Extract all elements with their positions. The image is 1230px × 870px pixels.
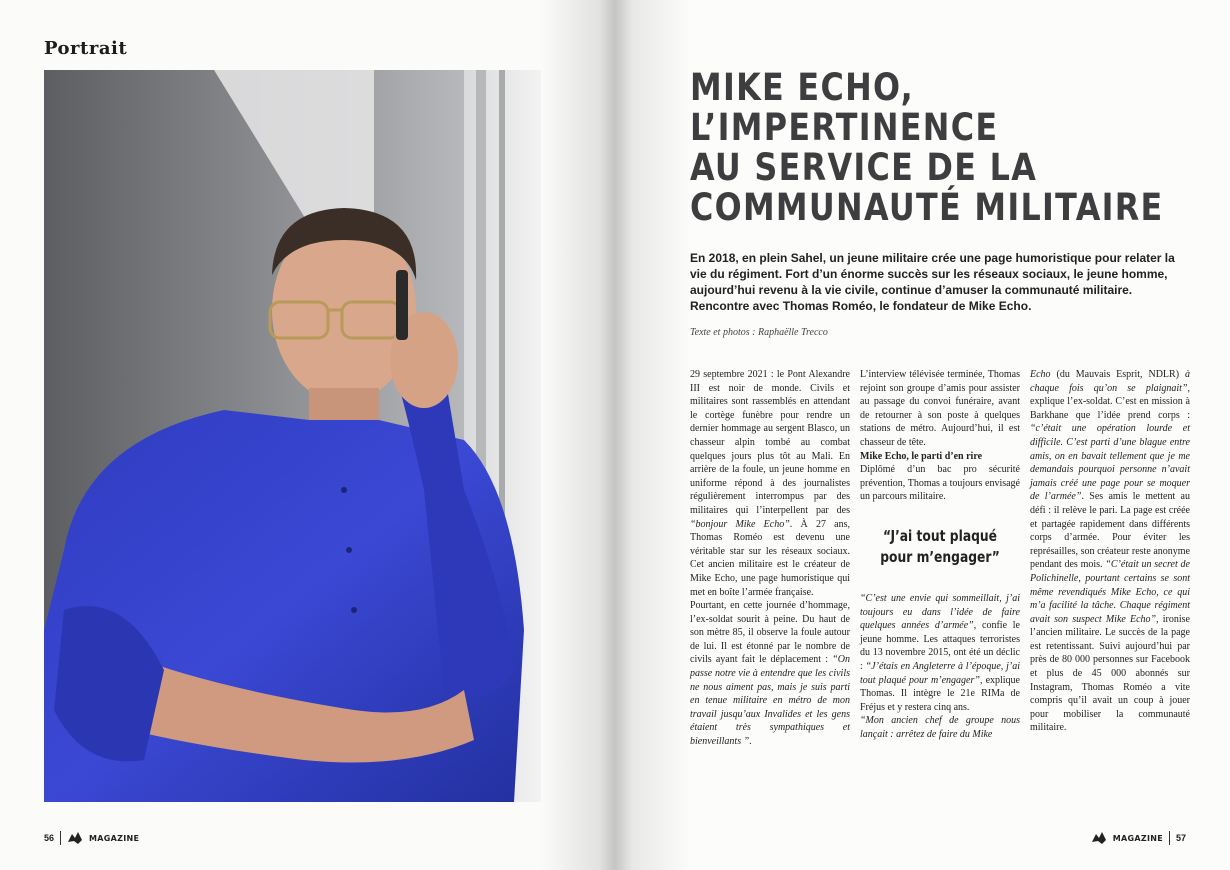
col2-paragraph-4 <box>860 714 1020 741</box>
col3-p1-text3: . Ses amis le mettent au défi : il relève le pari. La page est créée et partagée rapidement dans différents corps d’armée. Pour éviter les représailles, son créateur reste anonyme pendant des mois. <box>1030 491 1190 571</box>
col1-p2-end: . <box>749 736 752 748</box>
col1-p1-quote: “bonjour Mike Echo” <box>690 518 790 530</box>
col2-paragraph-2: Diplômé d’un bac pro sécurité prévention, Thomas a toujours envisagé un parcours militaire. <box>860 464 1020 503</box>
col2-p3-text: , confie le jeune homme. Les attaques terroristes du 13 novembre 2015, ont été un déclic : <box>860 620 1020 672</box>
page-number-left: 56 <box>44 833 55 843</box>
portrait-illustration <box>44 70 541 802</box>
col3-p1-quote3: “c’était une opération lourde et difficile. C’est parti d’une blague entre amis, on en bavait tellement que je me demandais pourquoi personne n’avait jamais créé une page pour se moquer de l’armée” <box>1030 423 1190 503</box>
footer-divider <box>60 831 61 845</box>
pull-quote: “J’ai tout plaqué pour m’engager” <box>880 526 1000 566</box>
col3-p1-text4: , ironise l’ancien militaire. Le succès de la page est retentissant. Suivi aujourd’hui par près de 80 000 personnes sur Facebook et plus de 45 000 abonnés sur Instagram, Thomas Roméo a vite compris qu’il avait un coup à jouer pour mobiliser la communauté militaire. <box>1030 613 1190 734</box>
col1-paragraph-1 <box>690 368 850 599</box>
lede-paragraph: En 2018, en plein Sahel, un jeune militaire crée une page humoristique pour relater la vie du régiment. Fort d’un énorme succès sur les réseaux sociaux, le jeune homme, aujourd’hui revenu à la vie civile, continue d’amuser la communauté militaire. <box>690 251 1175 297</box>
col2-paragraph-1: L’interview télévisée terminée, Thomas rejoint son groupe d’amis pour assister au passage du convoi funéraire, avant de retourner à son poste à quelques stations de métro. Aujourd’hui, il est chasseur de tête. <box>860 369 1020 448</box>
magazine-label-right: MAGAZINE <box>1112 833 1163 843</box>
headline-line-4: COMMUNAUTÉ MILITAIRE <box>690 186 1164 229</box>
portrait-photo <box>44 70 541 802</box>
col1-p2-text: Pourtant, en cette journée d’hommage, l’ex-soldat sourit à peine. Du haut de son mètre 85, il observe la foule autour de lui. Il est étonné par le nombre de civils ayant fait le déplacement : <box>690 600 850 666</box>
footer-divider <box>1169 831 1170 845</box>
col2-paragraph-3 <box>860 592 1020 714</box>
col1-paragraph-2 <box>690 599 850 749</box>
article-column-1 <box>690 368 850 749</box>
article-credit: Texte et photos : Raphaëlle Trecco <box>690 327 828 338</box>
magazine-logo-icon <box>67 830 83 846</box>
col2-p3-text2: , explique Thomas. Il intègre le 21e RIMa de Fréjus et y restera cinq ans. <box>860 674 1020 713</box>
footer-left <box>44 830 139 846</box>
magazine-label-left: MAGAZINE <box>89 833 140 843</box>
col2-p3-quote2: “J’étais en Angleterre à l’époque, j’ai tout plaqué pour m’engager” <box>860 660 1020 686</box>
footer-right <box>1091 830 1186 846</box>
article-column-3 <box>1030 368 1190 735</box>
article-headline <box>690 66 1164 229</box>
col2-subhead: Mike Echo, le parti d’en rire <box>860 450 983 462</box>
col3-p1-text: (du Mauvais Esprit, NDLR) <box>1050 369 1185 380</box>
col1-p2-quote: “On passe notre vie à entendre que les civils ne nous aiment pas, mais je suis parti en tenue militaire en métro de mon travail jusqu’aux Invalides et les gens étaient très sympathiques et bienveillants ” <box>690 654 850 748</box>
page-number-right: 57 <box>1175 833 1186 843</box>
col3-p1-text2: , explique l’ex-soldat. C’est en mission à Barkhane que l’idée prend corps : <box>1030 382 1190 421</box>
magazine-logo-icon <box>1091 830 1107 846</box>
headline-line-2: L’IMPERTINENCE <box>690 106 999 149</box>
headline-line-1: MIKE ECHO, <box>690 66 915 109</box>
col3-p1-quote2: à chaque fois qu’on se plaignait” <box>1030 369 1190 394</box>
headline-line-3: AU SERVICE DE LA <box>690 146 1038 189</box>
col3-paragraph-1 <box>1030 368 1190 735</box>
col3-p1-quote: Echo <box>1030 369 1051 380</box>
col3-p1-quote4: “C’était un secret de Polichinelle, pourtant certains se sont même revendiqués Mike Echo, ce qui m’a facilité la tâche. Chaque régiment avait son suspect Mike Echo” <box>1030 559 1190 625</box>
lede-meeting: Rencontre avec Thomas Roméo, le fondateur de Mike Echo. <box>690 299 1032 313</box>
col1-p1-rest: . À 27 ans, Thomas Roméo est devenu une véritable star sur les réseaux sociaux. Cet ancien militaire est le créateur de Mike Echo, une page humoristique qui met en boîte l’armée française. <box>690 518 850 598</box>
article-lede <box>690 250 1190 314</box>
col1-p1-text: 29 septembre 2021 : le Pont Alexandre III est noir de monde. Civils et militaires sont rassemblés en attendant le cortège funèbre pour rendre un dernier hommage au sergent Blasco, un chasseur alpin tombé au combat quelques jours plus tôt au Mali. En arrière de la foule, un jeune homme en uniforme répond à des journalistes régulièrement interrompus par des militaires qui l’interpellent par des <box>690 369 850 516</box>
section-label: Portrait <box>44 38 128 59</box>
col2-p3-quote: “C’est une envie qui sommeillait, j’ai toujours eu dans l’idée de faire quelques années d’armée” <box>860 592 1020 632</box>
col2-p4-quote: “Mon ancien chef de groupe nous lançait : arrêtez de faire du Mike <box>860 715 1020 740</box>
article-column-2 <box>860 368 1020 741</box>
